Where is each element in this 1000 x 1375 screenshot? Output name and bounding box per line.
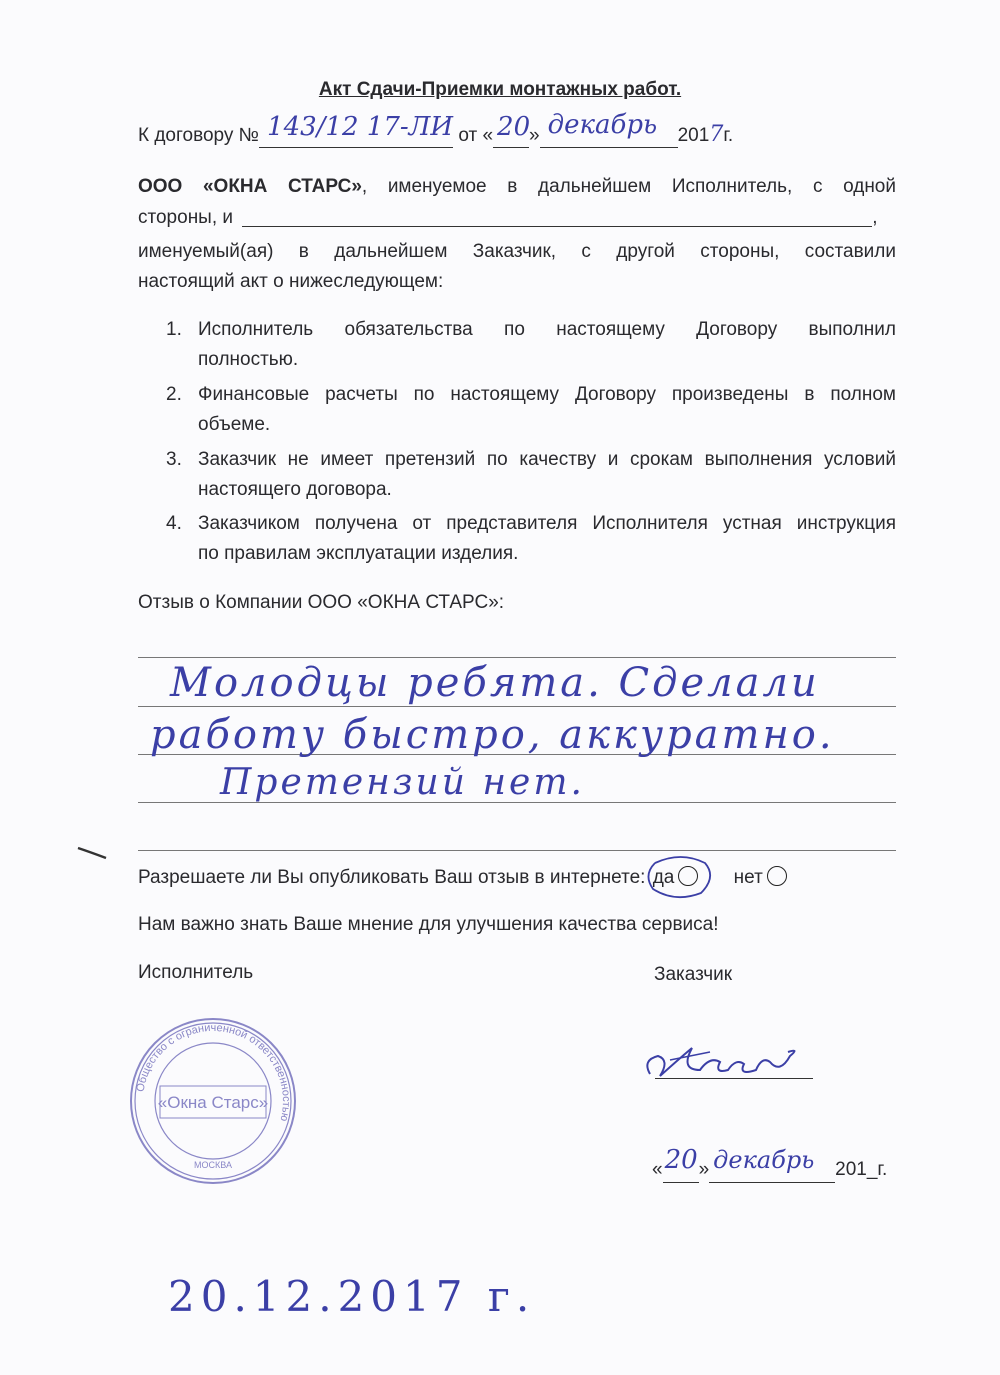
customer-label: Заказчик [654,964,733,985]
list-item [166,448,896,508]
intro-line1-rest: , именуемое в дальнейшем Исполнитель, с одной [361,176,896,197]
review-label: Отзыв о Компании ООО «ОКНА СТАРС»: [138,592,505,613]
item-number: 2. [166,384,182,405]
contract-day-value: 20 [497,112,531,142]
executor-label: Исполнитель [138,962,254,983]
item-text: Исполнитель обязательства по настоящему Договору выполнил [198,319,896,340]
contract-month-field [540,110,678,148]
contract-number-value: 143/12 17-ЛИ [267,112,454,142]
handwritten-date: 20.12.2017 г. [168,1272,536,1321]
intro-line2-text: стороны, и [138,207,234,228]
date-day-field [663,1145,699,1183]
contract-line [138,110,734,148]
customer-date [652,1145,888,1183]
item-text: Заказчик не имеет претензий по качеству и срокам выполнения условий [198,449,896,470]
review-rule [138,706,896,707]
contract-year-prefix: 201 [677,125,710,146]
review-handwritten-line: работу быстро, аккуратно. [150,712,835,758]
intro-line-3: именуемый(ая) в дальнейшем Заказчик, с другой стороны, составили [138,241,896,262]
contract-year-suffix: г. [723,125,734,146]
stamp-center-text: «Окна Старс» [157,1093,269,1112]
item-number: 1. [166,319,182,340]
contract-number-field [259,112,454,148]
date-mid: » [698,1159,710,1180]
intro-line-2 [138,206,896,230]
list-item [166,318,896,378]
publish-no-radio[interactable] [767,866,787,886]
list-item [166,512,896,572]
review-handwritten-line: Претензий нет. [220,762,585,803]
contract-day-field [493,112,531,148]
review-rule [138,657,896,658]
item-text-cont: настоящего договора. [198,479,392,500]
stamp-ring-text: Общество с ограниченной ответственностью [134,1021,293,1123]
item-number: 4. [166,513,182,534]
publish-question: Разрешаете ли Вы опубликовать Ваш отзыв в интернете: [138,867,646,888]
list-item [166,383,896,443]
date-open: « [652,1159,663,1180]
publish-yes-option[interactable] [653,867,704,888]
customer-signature [640,1030,820,1090]
review-rule [138,850,896,851]
contract-from-label: от « [458,125,494,146]
contract-mid: » [529,125,540,146]
stamp-city-text: МОСКВА [194,1160,232,1170]
terms-list [166,318,896,570]
yes-circled-mark [641,853,719,903]
item-text-cont: полностью. [198,349,299,370]
publish-no-label: нет [733,867,763,888]
contract-year-hand: 7 [709,122,724,147]
customer-name-field [242,206,872,227]
contract-month-value: декабрь [547,110,658,140]
item-text-cont: по правилам эксплуатации изделия. [198,543,519,564]
intro-line-1 [138,175,896,199]
item-text-cont: объеме. [198,414,271,435]
item-text: Финансовые расчеты по настоящему Договору произведены в полном [198,384,896,405]
item-number: 3. [166,449,182,470]
document-title: Акт Сдачи-Приемки монтажных работ. [318,79,682,100]
review-handwritten-line: Молодцы ребята. Сделали [170,660,820,706]
date-month-field [709,1146,835,1183]
pen-mark [76,842,110,862]
company-stamp [128,1016,298,1186]
publish-question-row [138,866,787,890]
intro-line-4: настоящий акт о нижеследующем: [138,271,444,292]
publish-no-option[interactable] [734,867,787,888]
date-month-value: декабрь [713,1146,815,1174]
publish-yes-label: да [652,867,675,888]
date-day-value: 20 [664,1145,698,1175]
contract-prefix: К договору № [138,125,260,146]
service-note: Нам важно знать Ваше мнение для улучшения качества сервиса! [138,914,719,935]
intro-line2-end: , [872,207,878,228]
date-year: 201_г. [835,1159,888,1180]
item-text: Заказчиком получена от представителя Исполнителя устная инструкция [198,513,896,534]
company-name: ООО «ОКНА СТАРС» [138,176,362,197]
